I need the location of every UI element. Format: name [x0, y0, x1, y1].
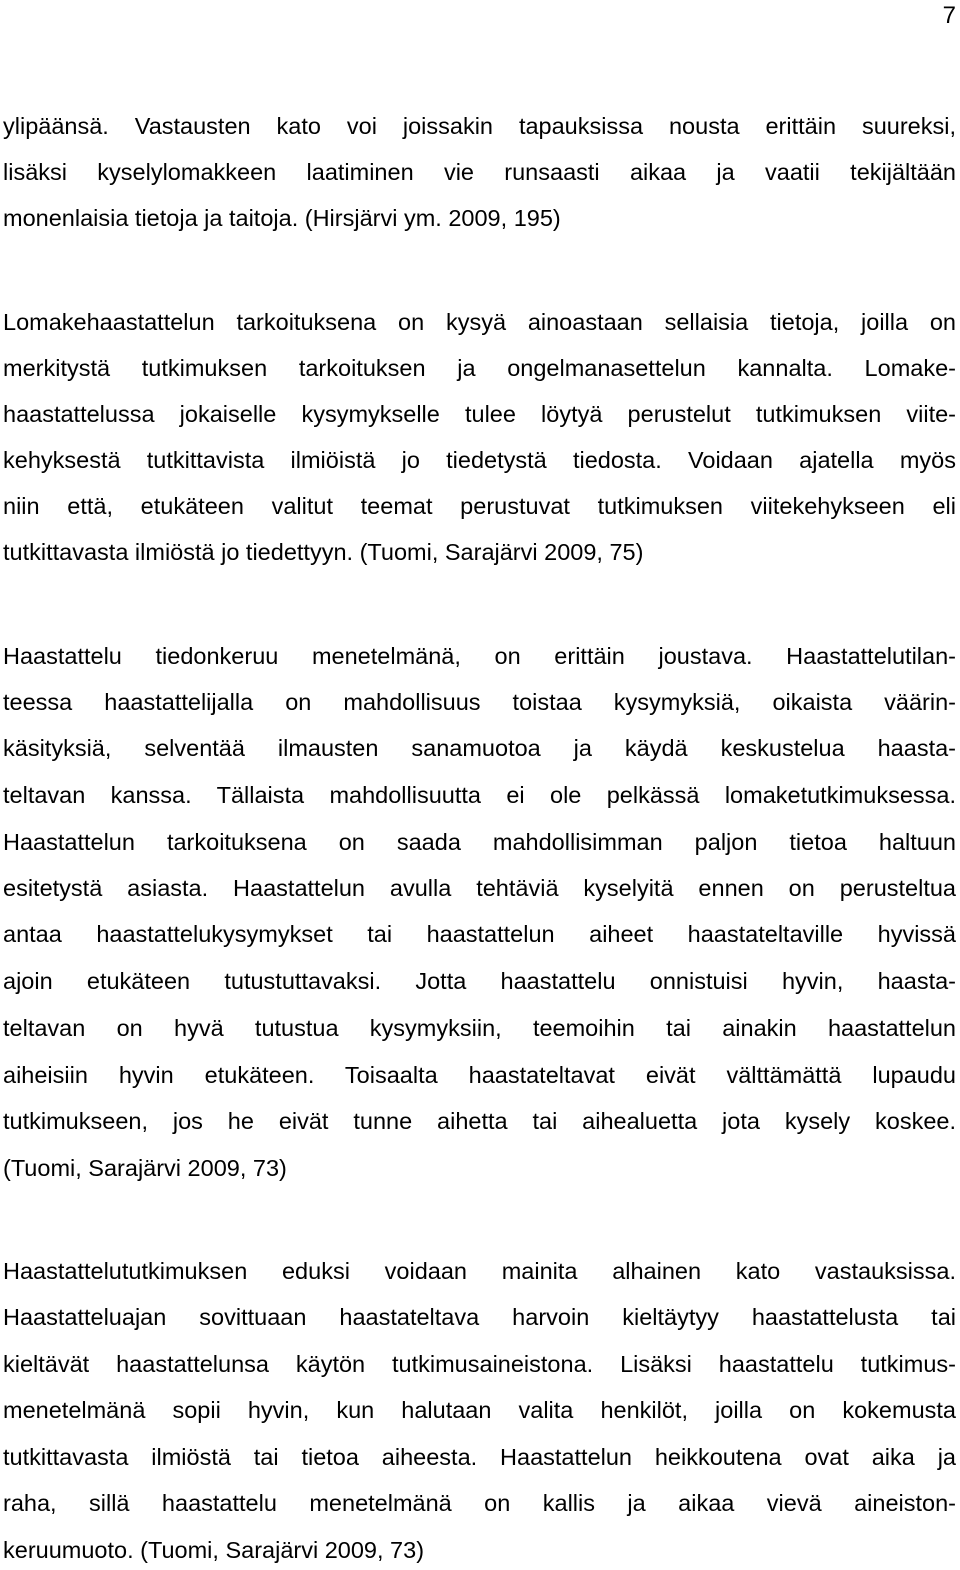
text-line: Haastattelun tarkoituksena on saada mahdollisimman paljon tietoa haltuun	[3, 829, 956, 855]
text-line: teltavan on hyvä tutustua kysymyksiin, teemoihin tai ainakin haastattelun	[3, 1015, 956, 1041]
text-line: antaa haastattelukysymykset tai haastattelun aiheet haastateltaville hyvissä	[3, 921, 956, 947]
text-line: niin että, etukäteen valitut teemat perustuvat tutkimuksen viitekehykseen eli	[3, 493, 956, 519]
text-line: teltavan kanssa. Tällaista mahdollisuutta ei ole pelkässä lomaketutkimuksessa.	[3, 782, 956, 808]
text-line: merkitystä tutkimuksen tarkoituksen ja ongelmanasettelun kannalta. Lomake-	[3, 355, 956, 381]
text-line: käsityksiä, selventää ilmausten sanamuotoa ja käydä keskustelua haasta-	[3, 735, 956, 761]
text-line: keruumuoto. (Tuomi, Sarajärvi 2009, 73)	[3, 1537, 425, 1563]
text-line: ajoin etukäteen tutustuttavaksi. Jotta haastattelu onnistuisi hyvin, haasta-	[3, 968, 956, 994]
text-line: (Tuomi, Sarajärvi 2009, 73)	[3, 1155, 287, 1181]
text-line: tutkittavasta ilmiöstä tai tietoa aiheesta. Haastattelun heikkoutena ovat aika ja	[3, 1444, 956, 1470]
text-line: raha, sillä haastattelu menetelmänä on kallis ja aikaa vievä aineiston-	[3, 1490, 956, 1516]
text-line: aiheisiin hyvin etukäteen. Toisaalta haastateltavat eivät välttämättä lupaudu	[3, 1062, 956, 1088]
text-line: tutkimukseen, jos he eivät tunne aihetta tai aihealuetta jota kysely koskee.	[3, 1108, 956, 1134]
text-line: haastattelussa jokaiselle kysymykselle tulee löytyä perustelut tutkimuksen viite-	[3, 401, 956, 427]
text-line: ylipäänsä. Vastausten kato voi joissakin tapauksissa nousta erittäin suureksi,	[3, 113, 956, 139]
text-line: kieltävät haastattelunsa käytön tutkimusaineistona. Lisäksi haastattelu tutkimus-	[3, 1351, 956, 1377]
text-line: esitetystä asiasta. Haastattelun avulla tehtäviä kyselyitä ennen on perusteltua	[3, 875, 956, 901]
text-line: lisäksi kyselylomakkeen laatiminen vie runsaasti aikaa ja vaatii tekijältään	[3, 159, 956, 185]
text-line: Haastattelu tiedonkeruu menetelmänä, on erittäin joustava. Haastattelutilan-	[3, 643, 956, 669]
text-line: tutkittavasta ilmiöstä jo tiedettyyn. (Tuomi, Sarajärvi 2009, 75)	[3, 539, 644, 565]
text-line: Haastatteluajan sovittuaan haastateltava harvoin kieltäytyy haastattelusta tai	[3, 1304, 956, 1330]
text-line: kehyksestä tutkittavista ilmiöistä jo tiedetystä tiedosta. Voidaan ajatella myös	[3, 447, 956, 473]
text-line: teessa haastattelijalla on mahdollisuus toistaa kysymyksiä, oikaista väärin-	[3, 689, 956, 715]
page-number: 7	[942, 2, 956, 29]
text-line: Haastattelututkimuksen eduksi voidaan mainita alhainen kato vastauksissa.	[3, 1258, 956, 1284]
text-line: monenlaisia tietoja ja taitoja. (Hirsjärvi ym. 2009, 195)	[3, 205, 561, 231]
text-line: menetelmänä sopii hyvin, kun halutaan valita henkilöt, joilla on kokemusta	[3, 1397, 956, 1423]
text-line: Lomakehaastattelun tarkoituksena on kysyä ainoastaan sellaisia tietoja, joilla on	[3, 309, 956, 335]
